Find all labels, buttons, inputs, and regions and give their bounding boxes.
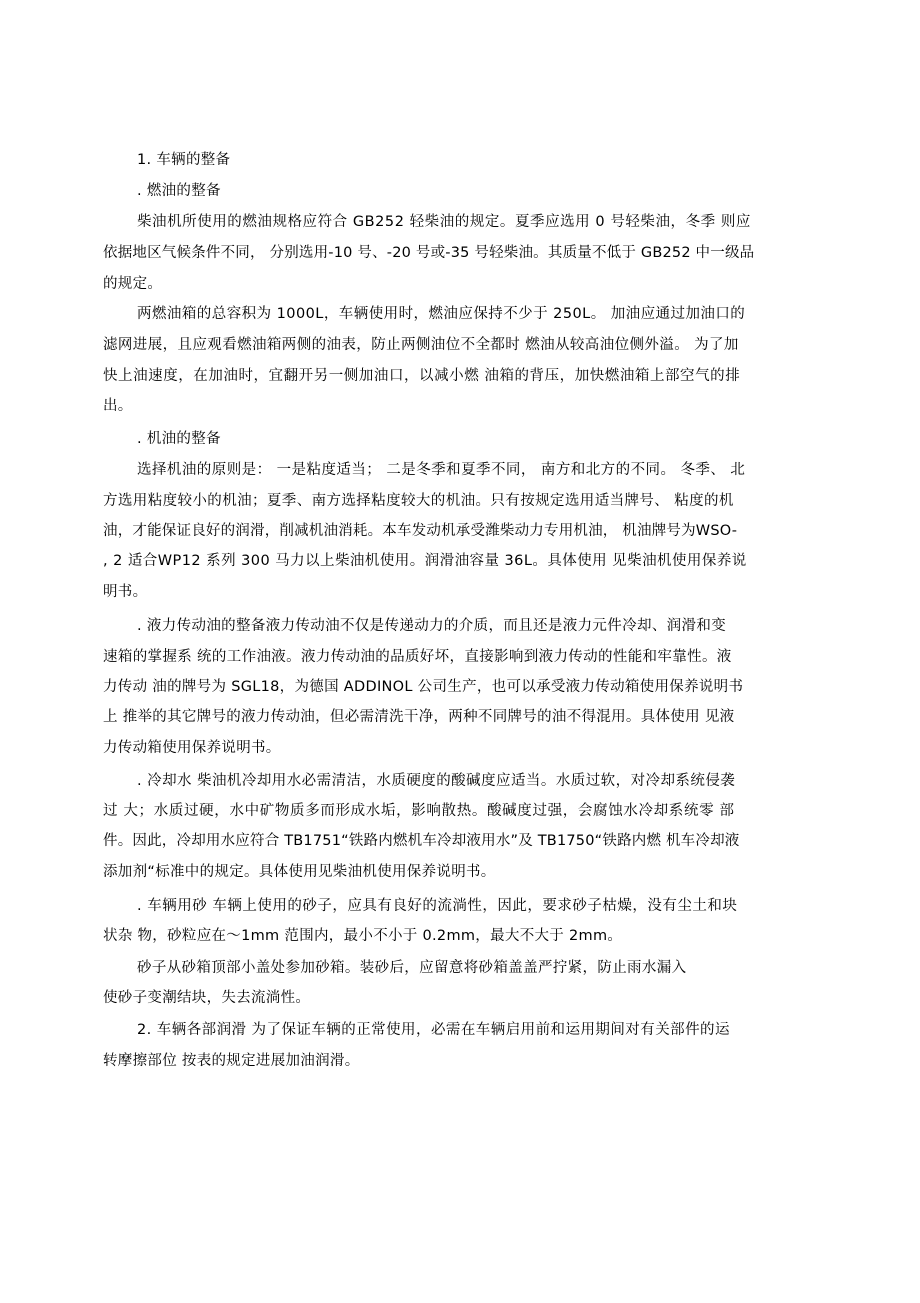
paragraph-line: . 车辆用砂 车辆上使用的砂子，应具有良好的流淌性，因此，要求砂子枯燥，没有尘土和块	[137, 898, 738, 914]
section-heading-1: 1. 车辆的整备	[137, 152, 231, 168]
paragraph-line: . 冷却水 柴油机冷却用水必需清洁，水质硬度的酸碱度应适当。水质过软，对冷却系统侵袭	[137, 773, 736, 789]
paragraph-line: 依据地区气候条件不同， 分别选用-10 号、-20 号或-35 号轻柴油。其质量不低于 GB252 中一级品	[103, 245, 755, 261]
subheading-fuel: . 燃油的整备	[137, 183, 221, 199]
paragraph-line: 力传动箱使用保养说明书。	[103, 740, 281, 756]
paragraph-line: 出。	[103, 398, 133, 414]
subheading-engine-oil: . 机油的整备	[137, 431, 221, 447]
paragraph-line: 件。因此，冷却用水应符合 TB1751“铁路内燃机车冷却液用水”及 TB1750“铁路内燃 机车冷却液	[103, 833, 740, 849]
paragraph-line: 选择机油的原则是： 一是粘度适当； 二是冬季和夏季不同， 南方和北方的不同。 冬季、 北	[137, 462, 746, 478]
section-heading-2: 2. 车辆各部润滑 为了保证车辆的正常使用，必需在车辆启用前和运用期间对有关部件的运	[137, 1022, 730, 1038]
paragraph-line: 两燃油箱的总容积为 1000L，车辆使用时，燃油应保持不少于 250L。 加油应通过加油口的	[137, 306, 746, 322]
paragraph-line: 的规定。	[103, 276, 163, 292]
paragraph-line: 添加剂“标准中的规定。具体使用见柴油机使用保养说明书。	[103, 864, 496, 880]
paragraph-line: 使砂子变潮结块，失去流淌性。	[103, 990, 311, 1006]
paragraph-line: . 液力传动油的整备液力传动油不仅是传递动力的介质，而且还是液力元件冷却、润滑和变	[137, 618, 727, 634]
paragraph-line: 柴油机所使用的燃油规格应符合 GB252 轻柴油的规定。夏季应选用 0 号轻柴油，冬季 则应	[137, 214, 751, 230]
paragraph-line: 状杂 物，砂粒应在～1mm 范围内，最小不小于 0.2mm，最大不大于 2mm。	[103, 928, 623, 944]
paragraph-line: 转摩擦部位 按表的规定进展加油润滑。	[103, 1053, 360, 1069]
paragraph-line: 上 推举的其它牌号的液力传动油，但必需清洗干净，两种不同牌号的油不得混用。具体使用 见液	[103, 709, 735, 725]
paragraph-line: 滤网进展，且应观看燃油箱两侧的油表，防止两侧油位不全都时 燃油从较高油位侧外溢。 为了加	[103, 337, 739, 353]
paragraph-line: 速箱的掌握系 统的工作油液。液力传动油的品质好坏，直接影响到液力传动的性能和牢靠性。液	[103, 649, 732, 665]
paragraph-line: 方选用粘度较小的机油；夏季、南方选择粘度较大的机油。只有按规定选用适当牌号、 粘度的机	[103, 493, 734, 509]
paragraph-line: 明书。	[103, 584, 148, 600]
paragraph-line: , 2 适合WP12 系列 300 马力以上柴油机使用。润滑油容量 36L。具体使用 见柴油机使用保养说	[103, 553, 747, 569]
paragraph-line: 砂子从砂箱顶部小盖处参加砂箱。装砂后，应留意将砂箱盖盖严拧紧，防止雨水漏入	[137, 960, 687, 976]
paragraph-line: 快上油速度，在加油时，宜翻开另一侧加油口，以减小燃 油箱的背压，加快燃油箱上部空气的排	[103, 368, 741, 384]
paragraph-line: 过 大；水质过硬，水中矿物质多而形成水垢，影响散热。酸碱度过强，会腐蚀水冷却系统零 部	[103, 803, 735, 819]
paragraph-line: 力传动 油的牌号为 SGL18，为德国 ADDINOL 公司生产，也可以承受液力传动箱使用保养说明书	[103, 679, 744, 695]
paragraph-line: 油，才能保证良好的润滑，削减机油消耗。本车发动机承受潍柴动力专用机油， 机油牌号为WSO-	[103, 523, 738, 539]
